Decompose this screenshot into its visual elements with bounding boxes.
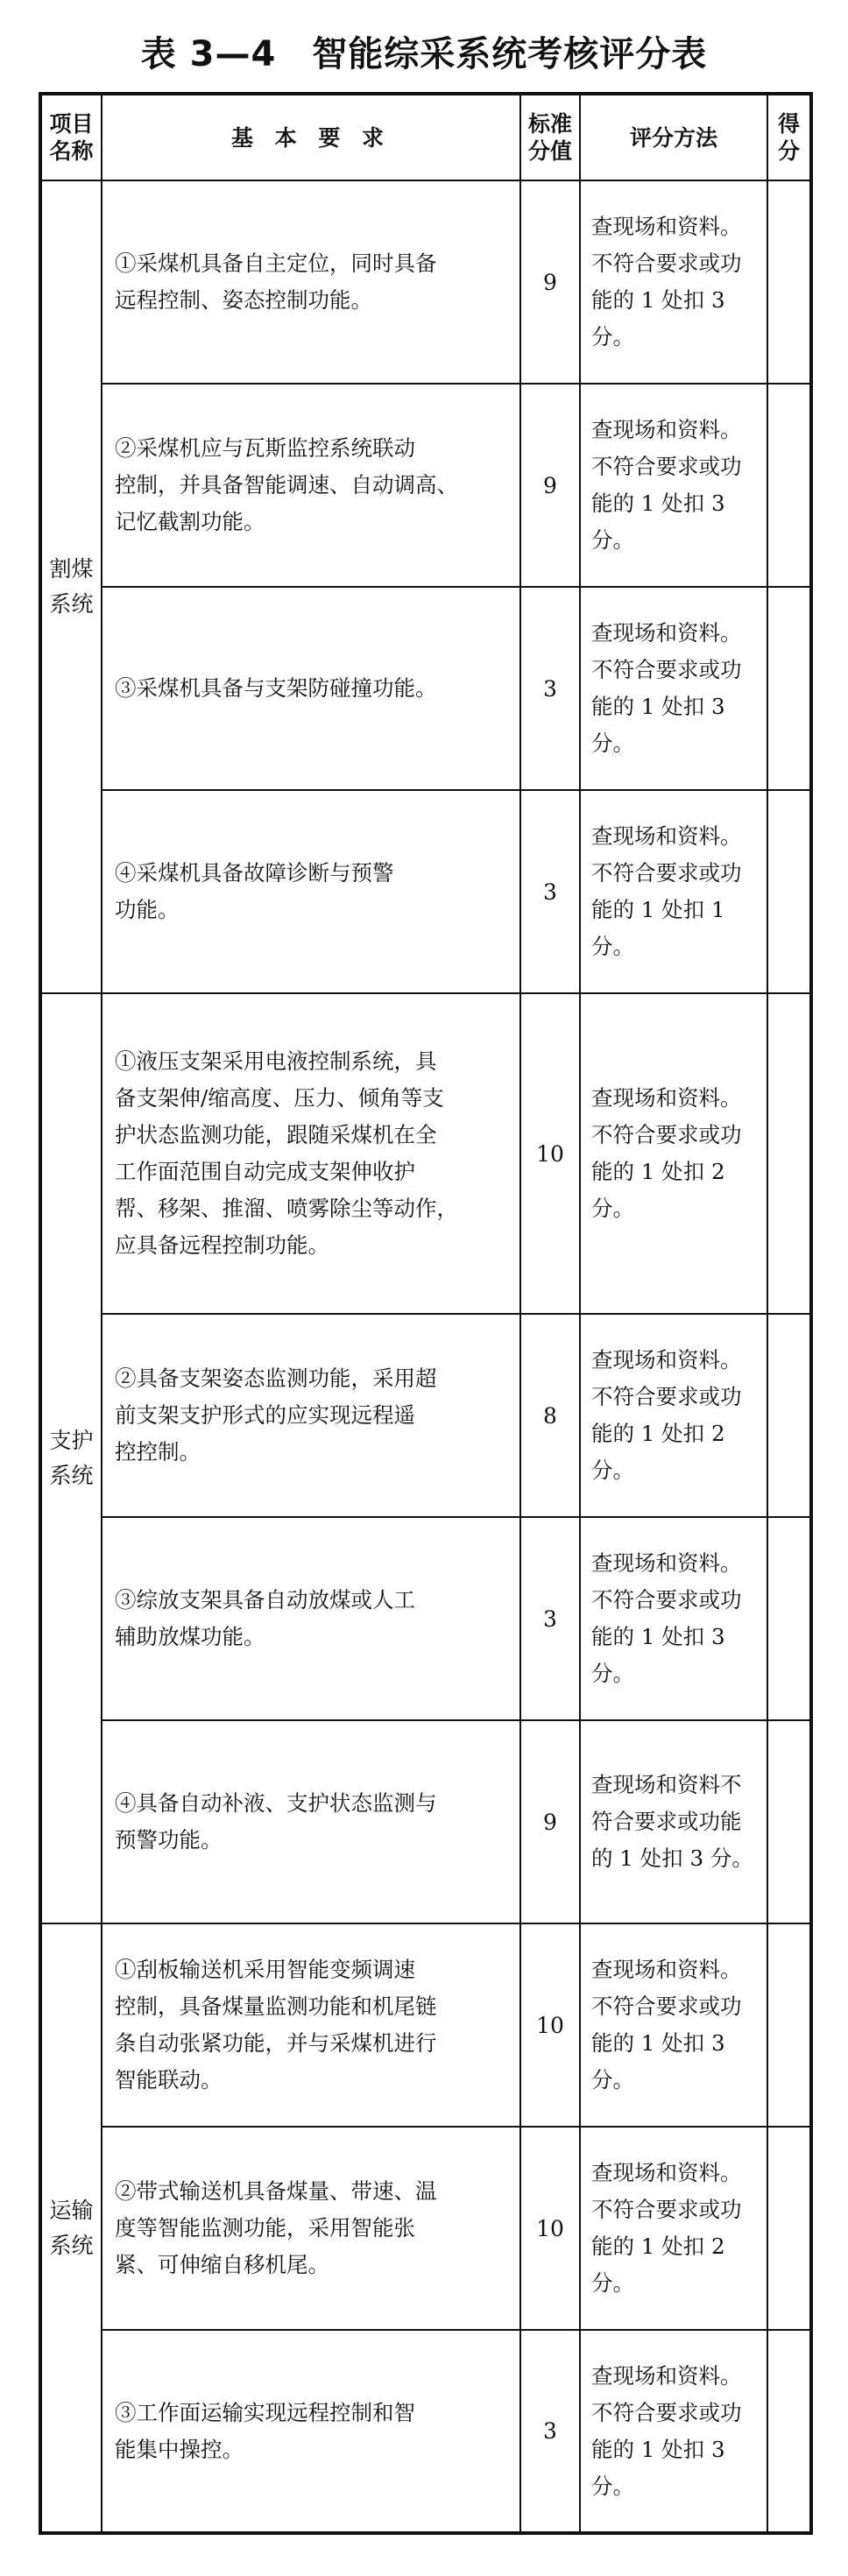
- table-row: [40, 1314, 811, 1517]
- header-row: [40, 94, 811, 180]
- header-item-line: 项目: [49, 111, 94, 137]
- table-row: [40, 2127, 811, 2330]
- method-cell: [580, 2330, 767, 2533]
- requirement-line: ②采煤机应与瓦斯监控系统联动: [115, 435, 415, 461]
- table-row: [40, 1720, 811, 1923]
- table-row: [40, 180, 811, 384]
- method-line: 查现场和资料。: [591, 620, 742, 646]
- score-cell: 10: [520, 1923, 580, 2127]
- score-cell: 3: [520, 587, 580, 790]
- requirement-line: 功能。: [115, 897, 180, 922]
- requirement-line: ③采煤机具备与支架防碰撞功能。: [115, 675, 437, 701]
- points-cell: [767, 1314, 811, 1517]
- requirement-cell: [102, 180, 520, 384]
- method-cell: [580, 587, 767, 790]
- method-line: 不符合要求或功: [591, 1122, 742, 1147]
- requirement-cell: [102, 2330, 520, 2533]
- method-line: 不符合要求或功: [591, 657, 742, 682]
- method-line: 能的 1 处扣 2 分。: [591, 1421, 725, 1483]
- category-line: 系统: [49, 591, 94, 617]
- requirement-line: 条自动张紧功能，并与采煤机进行: [115, 2030, 437, 2056]
- requirement-line: 备支架伸/缩高度、压力、倾角等支: [115, 1085, 444, 1111]
- requirement-line: 控制，并具备智能调速、自动调高、: [115, 472, 458, 498]
- requirement-cell: [102, 1314, 520, 1517]
- points-cell: [767, 1517, 811, 1720]
- requirement-line: 辅助放煤功能。: [115, 1624, 265, 1649]
- method-cell: [580, 993, 767, 1314]
- method-cell: [580, 1720, 767, 1923]
- points-cell: [767, 2330, 811, 2533]
- table-row: [40, 1517, 811, 1720]
- table-row: [40, 790, 811, 993]
- method-line: 查现场和资料不: [591, 1772, 742, 1797]
- requirement-line: 护状态监测功能，跟随采煤机在全: [115, 1122, 437, 1147]
- header-requirement: 基 本 要 求: [102, 94, 520, 180]
- requirement-line: ③工作面运输实现远程控制和智: [115, 2399, 415, 2425]
- points-cell: [767, 1720, 811, 1923]
- method-line: 不符合要求或功: [591, 251, 742, 276]
- requirement-line: ③综放支架具备自动放煤或人工: [115, 1587, 415, 1613]
- score-cell: 8: [520, 1314, 580, 1517]
- requirement-line: 应具备远程控制功能。: [115, 1232, 329, 1258]
- points-cell: [767, 587, 811, 790]
- method-line: 能的 1 处扣 3 分。: [591, 1624, 725, 1686]
- requirement-cell: [102, 384, 520, 587]
- method-line: 能的 1 处扣 3 分。: [591, 2436, 725, 2499]
- category-cell: [40, 180, 102, 993]
- header-score: [520, 94, 580, 180]
- requirement-cell: [102, 790, 520, 993]
- score-cell: 9: [520, 1720, 580, 1923]
- method-line: 的 1 处扣 3 分。: [591, 1846, 753, 1871]
- method-cell: [580, 1517, 767, 1720]
- method-line: 能的 1 处扣 3 分。: [591, 490, 725, 553]
- category-line: 系统: [49, 1463, 94, 1488]
- header-score-line: 标准: [527, 111, 572, 137]
- category-line: 支护: [49, 1428, 94, 1453]
- method-line: 查现场和资料。: [591, 1085, 742, 1111]
- requirement-line: ②具备支架姿态监测功能，采用超: [115, 1366, 437, 1391]
- table-row: [40, 384, 811, 587]
- method-line: 不符合要求或功: [591, 2399, 742, 2425]
- method-line: 能的 1 处扣 1 分。: [591, 897, 725, 959]
- method-line: 能的 1 处扣 3 分。: [591, 287, 725, 349]
- category-line: 运输: [49, 2197, 94, 2223]
- score-cell: 10: [520, 2127, 580, 2330]
- requirement-line: 前支架支护形式的应实现远程遥: [115, 1402, 415, 1428]
- method-line: 查现场和资料。: [591, 1550, 742, 1576]
- requirement-line: 帮、移架、推溜、喷雾除尘等动作，: [115, 1196, 458, 1221]
- requirement-line: 记忆截割功能。: [115, 509, 265, 534]
- method-line: 不符合要求或功: [591, 860, 742, 886]
- method-cell: [580, 1923, 767, 2127]
- method-cell: [580, 384, 767, 587]
- requirement-line: 工作面范围自动完成支架伸收护: [115, 1159, 415, 1184]
- method-line: 不符合要求或功: [591, 2197, 742, 2222]
- points-cell: [767, 993, 811, 1314]
- method-line: 能的 1 处扣 2 分。: [591, 2234, 725, 2296]
- table-row: [40, 2330, 811, 2533]
- category-line: 割煤: [49, 556, 94, 582]
- method-line: 能的 1 处扣 3 分。: [591, 694, 725, 756]
- points-cell: [767, 180, 811, 384]
- method-line: 查现场和资料。: [591, 417, 742, 442]
- table-row: [40, 993, 811, 1314]
- table-row: [40, 587, 811, 790]
- score-cell: 9: [520, 384, 580, 587]
- score-cell: 3: [520, 1517, 580, 1720]
- header-method: 评分方法: [580, 94, 767, 180]
- requirement-line: ④具备自动补液、支护状态监测与: [115, 1790, 437, 1816]
- requirement-line: 控制，具备煤量监测功能和机尾链: [115, 1994, 437, 2019]
- score-cell: 10: [520, 993, 580, 1314]
- method-cell: [580, 180, 767, 384]
- requirement-cell: [102, 993, 520, 1314]
- method-line: 符合要求或功能: [591, 1809, 742, 1834]
- score-cell: 3: [520, 790, 580, 993]
- requirement-cell: [102, 1517, 520, 1720]
- method-line: 查现场和资料。: [591, 214, 742, 239]
- method-line: 查现场和资料。: [591, 1347, 742, 1373]
- method-line: 查现场和资料。: [591, 2160, 742, 2185]
- method-cell: [580, 2127, 767, 2330]
- requirement-line: ①刮板输送机采用智能变频调速: [115, 1957, 415, 1982]
- category-line: 系统: [49, 2232, 94, 2258]
- method-cell: [580, 1314, 767, 1517]
- method-line: 能的 1 处扣 3 分。: [591, 2030, 725, 2093]
- method-line: 不符合要求或功: [591, 1384, 742, 1409]
- method-line: 不符合要求或功: [591, 1994, 742, 2019]
- header-item-name: [40, 94, 102, 180]
- requirement-cell: [102, 587, 520, 790]
- method-line: 不符合要求或功: [591, 1587, 742, 1613]
- requirement-line: ①采煤机具备自主定位，同时具备: [115, 251, 437, 276]
- method-line: 能的 1 处扣 2 分。: [591, 1159, 725, 1221]
- requirement-line: ②带式输送机具备煤量、带速、温: [115, 2178, 437, 2204]
- points-cell: [767, 2127, 811, 2330]
- category-cell: [40, 1923, 102, 2533]
- requirement-line: 远程控制、姿态控制功能。: [115, 287, 372, 313]
- method-line: 查现场和资料。: [591, 823, 742, 849]
- header-item-line: 名称: [49, 138, 94, 164]
- category-cell: [40, 993, 102, 1923]
- requirement-cell: [102, 1720, 520, 1923]
- score-cell: 9: [520, 180, 580, 384]
- requirement-line: 智能联动。: [115, 2067, 223, 2093]
- points-cell: [767, 384, 811, 587]
- points-cell: [767, 1923, 811, 2127]
- scoring-table: [39, 92, 813, 2535]
- method-cell: [580, 790, 767, 993]
- requirement-line: 紧、可伸缩自移机尾。: [115, 2252, 329, 2277]
- requirement-line: 控控制。: [115, 1439, 201, 1464]
- page-title: 表 3—4 智能综采系统考核评分表: [140, 34, 708, 74]
- requirement-line: ④采煤机具备故障诊断与预警: [115, 860, 394, 886]
- method-line: 不符合要求或功: [591, 454, 742, 479]
- table-row: [40, 1923, 811, 2127]
- requirement-line: ①液压支架采用电液控制系统，具: [115, 1048, 437, 1074]
- requirement-line: 度等智能监测功能，采用智能张: [115, 2215, 415, 2241]
- requirement-line: 预警功能。: [115, 1827, 223, 1853]
- header-score-line: 分值: [527, 138, 572, 164]
- method-line: 查现场和资料。: [591, 1957, 742, 1982]
- method-line: 查现场和资料。: [591, 2362, 742, 2389]
- requirement-line: 能集中操控。: [115, 2436, 244, 2462]
- requirement-cell: [102, 2127, 520, 2330]
- header-points: 得分: [767, 94, 811, 180]
- score-cell: 3: [520, 2330, 580, 2533]
- requirement-cell: [102, 1923, 520, 2127]
- points-cell: [767, 790, 811, 993]
